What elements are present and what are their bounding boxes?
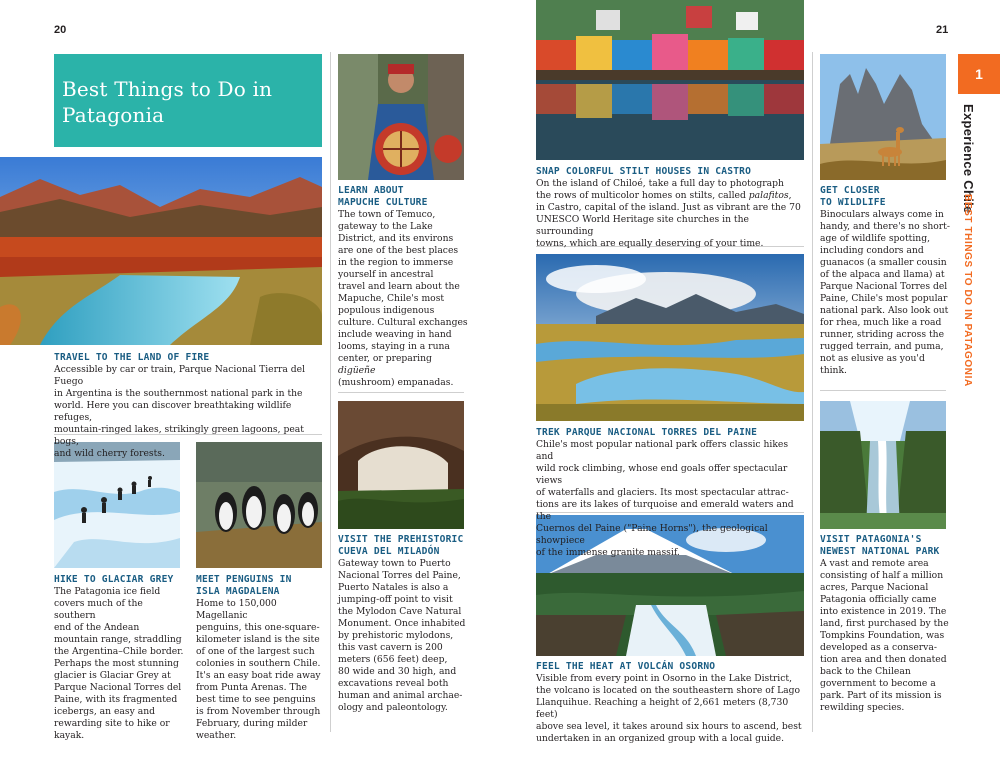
title-line-2: Patagonia xyxy=(62,103,165,127)
glaciar-block xyxy=(54,574,186,742)
milodon-heading-line: CUEVA DEL MILADÓN xyxy=(338,546,440,557)
mapuche-line: looms, staying in a runa xyxy=(338,341,450,352)
osorno-heading: FEEL THE HEAT AT VOLCÁN OSORNO xyxy=(536,661,716,672)
travel-body xyxy=(54,364,324,460)
newest-line: consisting of half a million xyxy=(820,570,944,581)
castro-italic-word: palafitos xyxy=(748,190,789,201)
wildlife-line: handy, and there's no short- xyxy=(820,221,950,232)
tierra-del-fuego-photo xyxy=(0,157,322,345)
mapuche-line-text: center, or preparing xyxy=(338,353,432,364)
wildlife-heading xyxy=(820,185,950,209)
penguins-line: February, during milder xyxy=(196,718,308,729)
newest-line: acres, Parque Nacional xyxy=(820,582,929,593)
mapuche-line: culture. Cultural exchanges xyxy=(338,317,468,328)
castro-line: UNESCO World Heritage site churches in the surrounding xyxy=(536,214,749,237)
newest-line: land, first purchased by the xyxy=(820,618,949,629)
milodon-line: Gateway town to Puerto xyxy=(338,558,451,569)
torres-heading: TREK PARQUE NACIONAL TORRES DEL PAINE xyxy=(536,427,758,438)
wildlife-heading-line: TO WILDLIFE xyxy=(820,197,886,208)
milodon-line: human and animal archae- xyxy=(338,690,463,701)
mapuche-line: travel and learn about the xyxy=(338,281,460,292)
newest-line: park. Part of its mission is xyxy=(820,690,942,701)
travel-line: in Argentina is the southernmost national park in the xyxy=(54,388,303,399)
torres-block xyxy=(536,427,808,559)
wildlife-line: think. xyxy=(820,365,847,376)
wildlife-line: Binoculars always come in xyxy=(820,209,944,220)
newest-park-body xyxy=(820,558,950,714)
wildlife-line: not as elusive as you'd xyxy=(820,353,925,364)
torres-body xyxy=(536,439,808,559)
wildlife-line: age of wildlife spotting, xyxy=(820,233,930,244)
osorno-line: the volcano is located on the southeastern shore of Lago xyxy=(536,685,801,696)
wildlife-line: Paine, Chile's most popular xyxy=(820,293,948,304)
castro-heading: SNAP COLORFUL STILT HOUSES IN CASTRO xyxy=(536,166,752,177)
glaciar-line: The Patagonia ice field xyxy=(54,586,161,597)
mapuche-heading-line: MAPUCHE CULTURE xyxy=(338,197,428,208)
penguins-line: colonies in southern Chile. xyxy=(196,658,321,669)
penguins-line: from Punta Arenas. The xyxy=(196,682,307,693)
castro-line: in Castro, capital of the island. Just as vibrant are the 70 xyxy=(536,202,801,213)
torres-line: tions are its lakes of turquoise and emerald waters and the xyxy=(536,499,794,522)
penguins-line: of one of the largest such xyxy=(196,646,315,657)
milodon-block xyxy=(338,534,470,714)
wildlife-block xyxy=(820,185,950,377)
milodon-heading xyxy=(338,534,470,558)
mapuche-heading-line: LEARN ABOUT xyxy=(338,185,404,196)
mapuche-line xyxy=(338,353,470,377)
penguins-line: penguins, this one-square- xyxy=(196,622,320,633)
glaciar-line: end of the Andean xyxy=(54,622,140,633)
mapuche-line: Mapuche, Chile's most xyxy=(338,293,445,304)
travel-line: mountain-ringed lakes, strikingly green lagoons, peat bogs, xyxy=(54,424,304,447)
glaciar-line: icebergs, an easy and xyxy=(54,706,155,717)
title-line-1: Best Things to Do in xyxy=(62,77,273,101)
newest-line: tion area and then donated xyxy=(820,654,947,665)
milodon-line: 80 wide and 30 high, and xyxy=(338,666,457,677)
milodon-line: Nacional Torres del Paine, xyxy=(338,570,461,581)
milodon-line: meters (656 feet) deep, xyxy=(338,654,448,665)
torres-line: Chile's most popular national park offers classic hikes and xyxy=(536,439,789,462)
travel-line: and wild cherry forests. xyxy=(54,448,165,459)
castro-body xyxy=(536,178,808,250)
osorno-block xyxy=(536,661,808,745)
wildlife-line: rugged terrain, and puma, xyxy=(820,341,944,352)
column-rule-left xyxy=(330,52,331,732)
section-title xyxy=(62,76,272,128)
torres-line: of waterfalls and glaciers. Its most spectacular attrac- xyxy=(536,487,789,498)
travel-line: Accessible by car or train, Parque Nacional Tierra del Fuego xyxy=(54,364,306,387)
wildlife-line: Parque Nacional Torres del xyxy=(820,281,948,292)
penguins-block xyxy=(196,574,328,742)
wildlife-line: including condors and xyxy=(820,245,924,256)
penguins-line: is from November through xyxy=(196,706,321,717)
penguins-line: kilometer island is the site xyxy=(196,634,320,645)
section-running-head: Experience Chile xyxy=(961,104,976,214)
mapuche-line: The town of Temuco, xyxy=(338,209,436,220)
penguins-photo xyxy=(196,442,322,568)
castro-line: On the island of Chiloé, take a full day to photograph xyxy=(536,178,784,189)
glaciar-line: rewarding site to hike or xyxy=(54,718,170,729)
osorno-line: Visible from every point in Osorno in the Lake District, xyxy=(536,673,793,684)
guanaco-towers-photo xyxy=(820,54,946,180)
column-rule-right xyxy=(812,52,813,732)
milodon-heading-line: VISIT THE PREHISTORIC xyxy=(338,534,464,545)
milodon-line: this vast cavern is 200 xyxy=(338,642,443,653)
penguins-heading-line: ISLA MAGDALENA xyxy=(196,586,280,597)
row-rule-far-right xyxy=(820,390,946,391)
newest-park-heading xyxy=(820,534,950,558)
penguins-line: Home to 150,000 Magellanic xyxy=(196,598,277,621)
travel-line: world. Here you can discover breathtaking wildlife refuges, xyxy=(54,400,292,423)
penguins-line: best time to see penguins xyxy=(196,694,316,705)
mapuche-line: include weaving in hand xyxy=(338,329,452,340)
glaciar-line: mountain range, straddling xyxy=(54,634,182,645)
row-rule-mid xyxy=(338,392,464,393)
wildlife-line: for rhea, much like a road xyxy=(820,317,942,328)
wildlife-line: national park. Also look out xyxy=(820,305,949,316)
osorno-body xyxy=(536,673,808,745)
mapuche-heading xyxy=(338,185,470,209)
wildlife-line: guanacos (a smaller cousin xyxy=(820,257,947,268)
glaciar-line: Paine, with its fragmented xyxy=(54,694,178,705)
glaciar-line: the Argentina–Chile border. xyxy=(54,646,184,657)
milodon-cave-photo xyxy=(338,401,464,529)
mapuche-line: populous indigenous xyxy=(338,305,435,316)
newest-line: back to the Chilean xyxy=(820,666,911,677)
right-page-number: 21 xyxy=(936,24,949,36)
wildlife-heading-line: GET CLOSER xyxy=(820,185,880,196)
castro-line xyxy=(536,190,808,202)
glaciar-heading: HIKE TO GLACIAR GREY xyxy=(54,574,174,585)
wildlife-line: runner, striding across the xyxy=(820,329,945,340)
glacier-hikers-photo xyxy=(54,442,180,568)
penguins-body xyxy=(196,598,328,742)
newest-heading-line: VISIT PATAGONIA'S xyxy=(820,534,922,545)
glaciar-line: Parque Nacional Torres del xyxy=(54,682,182,693)
mapuche-line: (mushroom) empanadas. xyxy=(338,377,454,388)
glaciar-line: kayak. xyxy=(54,730,85,741)
newest-line: government to become a xyxy=(820,678,936,689)
milodon-body xyxy=(338,558,470,714)
castro-block xyxy=(536,166,808,250)
castro-stilt-houses-photo xyxy=(536,0,804,160)
newest-heading-line: NEWEST NATIONAL PARK xyxy=(820,546,940,557)
glaciar-line: Perhaps the most stunning xyxy=(54,658,179,669)
mapuche-line: gateway to the Lake xyxy=(338,221,433,232)
osorno-line: Llanquihue. Reaching a height of 2,661 meters (8,730 feet) xyxy=(536,697,789,720)
osorno-line: above sea level, it takes around six hours to ascend, best xyxy=(536,721,802,732)
castro-line-text: the rows of multicolor homes on stilts, called xyxy=(536,190,749,201)
mapuche-body xyxy=(338,209,470,389)
milodon-line: jumping-off point to visit xyxy=(338,594,453,605)
newest-line: rewilding species. xyxy=(820,702,905,713)
milodon-line: excavations reveal both xyxy=(338,678,449,689)
mapuche-italic-word: digüeñe xyxy=(338,365,376,376)
milodon-line: by prehistoric mylodons, xyxy=(338,630,454,641)
left-page-number: 20 xyxy=(54,24,67,36)
travel-heading: TRAVEL TO THE LAND OF FIRE xyxy=(54,352,210,363)
mapuche-line: District, and its environs xyxy=(338,233,454,244)
torres-line: wild rock climbing, whose end goals offer spectacular views xyxy=(536,463,788,486)
glaciar-line: glacier is Glaciar Grey at xyxy=(54,670,171,681)
mapuche-woman-photo xyxy=(338,54,464,180)
newest-park-block xyxy=(820,534,950,714)
penguins-heading-line: MEET PENGUINS IN xyxy=(196,574,292,585)
castro-line-punct: , xyxy=(788,190,792,201)
wildlife-body xyxy=(820,209,950,377)
penguins-heading xyxy=(196,574,328,598)
milodon-line: Monument. Once inhabited xyxy=(338,618,466,629)
glaciar-body xyxy=(54,586,186,742)
mapuche-line: are one of the best places xyxy=(338,245,459,256)
chapter-number-tab: 1 xyxy=(958,54,1000,94)
newest-line: Tompkins Foundation, was xyxy=(820,630,945,641)
mapuche-line: yourself in ancestral xyxy=(338,269,434,280)
newest-line: Patagonia officially came xyxy=(820,594,937,605)
penguins-line: weather. xyxy=(196,730,237,741)
osorno-line: undertaken in an organized group with a local guide. xyxy=(536,733,785,744)
torres-line: of the immense granite massif. xyxy=(536,547,680,558)
glaciar-line: covers much of the southern xyxy=(54,598,143,621)
milodon-line: Puerto Natales is also a xyxy=(338,582,449,593)
patagonia-park-waterfall-photo xyxy=(820,401,946,529)
torres-line: Cuernos del Paine ("Paine Horns"), the geological showpiece xyxy=(536,523,768,546)
section-title-box xyxy=(54,54,322,147)
travel-block xyxy=(54,352,324,460)
milodon-line: the Mylodon Cave Natural xyxy=(338,606,462,617)
penguins-line: It's an easy boat ride away xyxy=(196,670,321,681)
castro-line: towns, which are equally deserving of your time. xyxy=(536,238,764,249)
newest-line: developed as a conserva- xyxy=(820,642,937,653)
milodon-line: ology and paleontology. xyxy=(338,702,448,713)
newest-line: into existence in 2019. The xyxy=(820,606,947,617)
torres-del-paine-photo xyxy=(536,254,804,421)
newest-line: A vast and remote area xyxy=(820,558,929,569)
wildlife-line: of the alpaca and llama) at xyxy=(820,269,945,280)
mapuche-line: in the region to immerse xyxy=(338,257,454,268)
chapter-running-head: BEST THINGS TO DO IN PATAGONIA xyxy=(962,194,973,387)
mapuche-block xyxy=(338,185,470,389)
